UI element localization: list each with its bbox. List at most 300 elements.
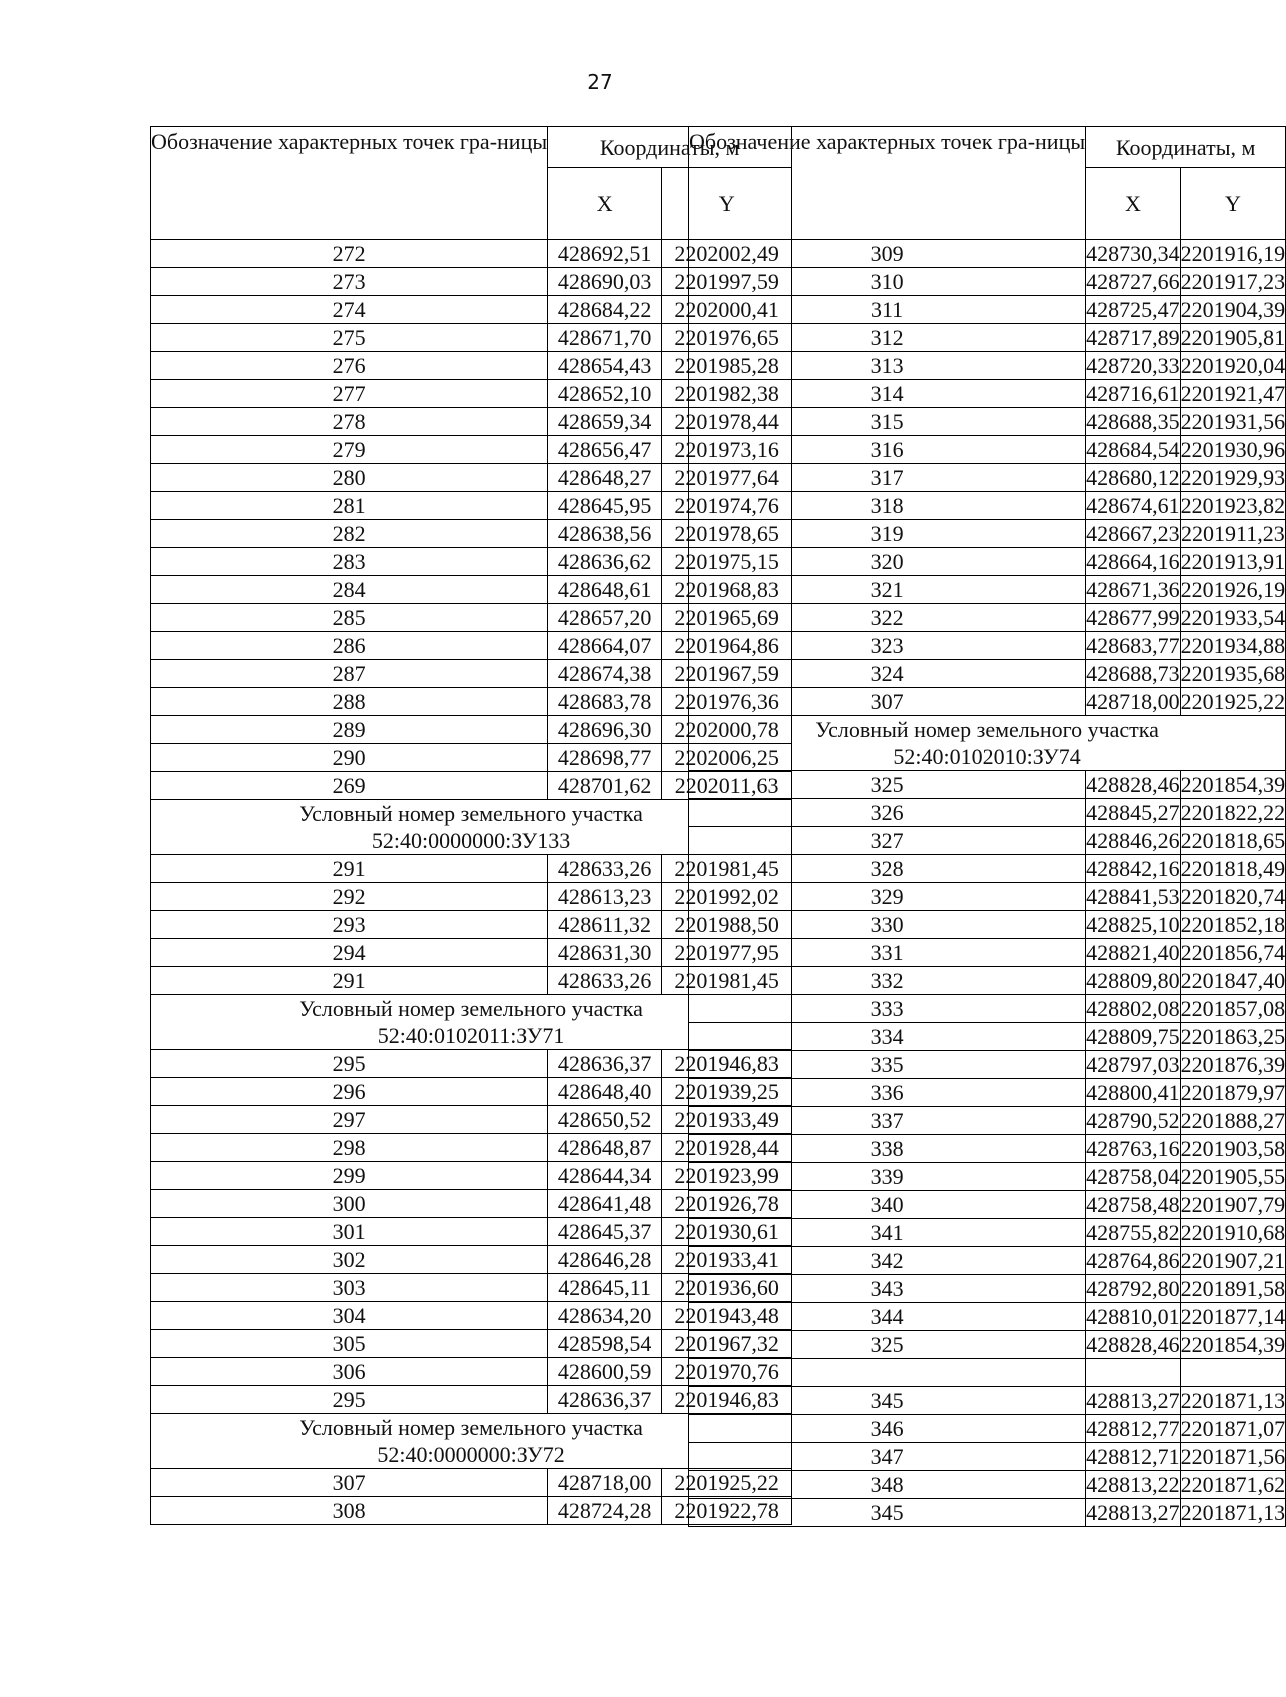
table-header (689, 127, 1286, 240)
x-coordinate-cell: 428725,47 (1086, 297, 1180, 322)
table-row (689, 1135, 1286, 1163)
point-number-cell: 310 (689, 268, 1086, 296)
point-number-cell: 307 (151, 1469, 548, 1497)
x-coordinate-cell: 428730,34 (1086, 241, 1180, 266)
x-coordinate-cell: 428633,26 (548, 855, 662, 883)
table-body (689, 240, 1286, 1527)
y-coordinate-cell: 2201871,13 (1180, 1500, 1286, 1525)
x-coordinate-cell: 428648,27 (548, 464, 662, 492)
point-number-cell: 313 (689, 352, 1086, 380)
x-coordinate-cell: 428758,48 (1086, 1192, 1180, 1217)
y-coordinate-cell: 2201964,86 (662, 632, 792, 660)
x-coordinate-cell: 428631,30 (548, 939, 662, 967)
point-number-cell: 289 (151, 716, 548, 744)
point-number-cell: 345 (689, 1499, 1086, 1527)
point-number-cell: 275 (151, 324, 548, 352)
point-number-cell: 302 (151, 1246, 548, 1274)
y-coordinate-cell: 2201904,39 (1180, 297, 1286, 322)
y-coordinate-cell: 2201863,25 (1180, 1024, 1286, 1049)
point-number-cell: 291 (151, 967, 548, 995)
y-coordinate-cell: 2201975,15 (662, 548, 792, 576)
x-coordinate-cell: 428846,26 (1086, 828, 1180, 853)
point-number-cell: 318 (689, 492, 1086, 520)
y-coordinate-cell: 2201939,25 (662, 1078, 792, 1106)
x-coordinate-cell: 428667,23 (1086, 521, 1180, 546)
point-number-cell: 291 (151, 855, 548, 883)
point-number-cell: 281 (151, 492, 548, 520)
y-coordinate-cell: 2201976,36 (662, 688, 792, 716)
y-coordinate-cell: 2201929,93 (1180, 465, 1286, 490)
x-coordinate-cell: 428648,40 (548, 1078, 662, 1106)
point-number-cell: 340 (689, 1191, 1086, 1219)
y-coordinate-cell: 2201879,97 (1180, 1080, 1286, 1105)
point-number-cell: 304 (151, 1302, 548, 1330)
x-coordinate-cell: 428720,33 (1086, 353, 1180, 378)
y-coordinate-cell: 2201923,82 (1180, 493, 1286, 518)
point-number-cell: 286 (151, 632, 548, 660)
y-coordinate-cell: 2201854,39 (1180, 1332, 1286, 1357)
y-coordinate-cell: 2201903,58 (1180, 1136, 1286, 1161)
y-coordinate-cell: 2201933,54 (1180, 605, 1286, 630)
x-coordinate-cell: 428842,16 (1086, 856, 1180, 881)
point-number-cell: 334 (689, 1023, 1086, 1051)
table-row (689, 632, 1286, 660)
x-coordinate-cell: 428809,80 (1086, 968, 1180, 993)
x-coordinate-cell: 428690,03 (548, 268, 662, 296)
point-number-cell: 341 (689, 1219, 1086, 1247)
y-coordinate-cell: 2202000,41 (662, 296, 792, 324)
x-coordinate-cell: 428657,20 (548, 604, 662, 632)
x-coordinate-cell: 428790,52 (1086, 1108, 1180, 1133)
y-coordinate-cell: 2201997,59 (662, 268, 792, 296)
y-coordinate-cell: 2201876,39 (1180, 1052, 1286, 1077)
y-coordinate-cell: 2201935,68 (1180, 661, 1286, 686)
x-coordinate-cell: 428634,20 (548, 1302, 662, 1330)
x-coordinate-cell: 428636,37 (548, 1386, 662, 1414)
point-number-cell: 307 (689, 688, 1086, 716)
x-coordinate-cell: 428664,07 (548, 632, 662, 660)
x-coordinate-cell: 428633,26 (548, 967, 662, 995)
x-coordinate-cell: 428656,47 (548, 436, 662, 464)
point-number-cell: 280 (151, 464, 548, 492)
y-coordinate-cell: 2201930,61 (662, 1218, 792, 1246)
designation-header: Обозначение характерных точек гра-ницы (689, 127, 1086, 240)
y-coordinate-cell: 2201917,23 (1180, 269, 1286, 294)
point-number-cell: 338 (689, 1135, 1086, 1163)
y-coordinate-cell: 2201981,45 (662, 855, 792, 883)
point-number-cell: 336 (689, 1079, 1086, 1107)
x-coordinate-cell: 428812,71 (1086, 1444, 1180, 1469)
y-coordinate-cell: 2201977,64 (662, 464, 792, 492)
y-coordinate-cell: 2201857,08 (1180, 996, 1286, 1021)
table-row (689, 1079, 1286, 1107)
x-coordinate-cell: 428688,73 (1086, 661, 1180, 686)
point-number-cell: 295 (151, 1050, 548, 1078)
x-coordinate-cell: 428613,23 (548, 883, 662, 911)
point-number-cell: 343 (689, 1275, 1086, 1303)
point-number-cell: 299 (151, 1162, 548, 1190)
x-coordinate-cell: 428812,77 (1086, 1416, 1180, 1441)
x-coordinate-cell: 428644,34 (548, 1162, 662, 1190)
y-coordinate-cell: 2201922,78 (662, 1497, 792, 1525)
x-coordinate-cell: 428645,95 (548, 492, 662, 520)
x-coordinate-cell: 428680,12 (1086, 465, 1180, 490)
table-row (689, 1359, 1286, 1387)
point-number-cell: 331 (689, 939, 1086, 967)
y-coordinate-cell: 2201936,60 (662, 1274, 792, 1302)
point-number-cell: 290 (151, 744, 548, 772)
y-coordinate-cell: 2201856,74 (1180, 940, 1286, 965)
point-number-cell: 346 (689, 1415, 1086, 1443)
y-coordinate-cell: 2201974,76 (662, 492, 792, 520)
designation-header: Обозначение характерных точек гра-ницы (151, 127, 548, 240)
parcel-heading-prefix: Условный номер земельного участка (299, 996, 643, 1021)
table-row (689, 604, 1286, 632)
y-coordinate-cell: 2201820,74 (1180, 884, 1286, 909)
coordinates-table-right (688, 126, 1286, 1527)
point-number-cell (689, 1359, 1086, 1387)
x-coordinate-cell: 428800,41 (1086, 1080, 1180, 1105)
y-coordinate-cell: 2201923,99 (662, 1162, 792, 1190)
point-number-cell: 276 (151, 352, 548, 380)
x-coordinate-cell: 428813,27 (1086, 1500, 1180, 1525)
point-number-cell: 323 (689, 632, 1086, 660)
x-coordinate-cell: 428797,03 (1086, 1052, 1180, 1077)
table-row (689, 268, 1286, 296)
y-coordinate-cell: 2201982,38 (662, 380, 792, 408)
parcel-heading-prefix: Условный номер земельного участка (299, 1415, 643, 1440)
table-row (689, 548, 1286, 576)
point-number-cell: 320 (689, 548, 1086, 576)
y-coordinate-cell: 2201871,07 (1180, 1416, 1286, 1441)
x-coordinate-cell: 428828,46 (1086, 1332, 1180, 1357)
x-coordinate-cell: 428764,86 (1086, 1248, 1180, 1273)
y-coordinate-cell: 2201973,16 (662, 436, 792, 464)
x-coordinate-cell: 428792,80 (1086, 1276, 1180, 1301)
x-coordinate-cell: 428683,77 (1086, 633, 1180, 658)
point-number-cell: 278 (151, 408, 548, 436)
point-number-cell: 285 (151, 604, 548, 632)
x-header: X (548, 168, 662, 240)
y-coordinate-cell: 2201933,41 (662, 1246, 792, 1274)
point-number-cell: 296 (151, 1078, 548, 1106)
point-number-cell: 303 (151, 1274, 548, 1302)
table-row (689, 827, 1286, 855)
x-coordinate-cell: 428600,59 (548, 1358, 662, 1386)
point-number-cell: 325 (689, 1331, 1086, 1359)
x-coordinate-cell: 428636,62 (548, 548, 662, 576)
point-number-cell: 295 (151, 1386, 548, 1414)
point-number-cell: 309 (689, 240, 1086, 268)
y-coordinate-cell: 2201852,18 (1180, 912, 1286, 937)
y-coordinate-cell: 2201925,22 (1180, 689, 1286, 714)
point-number-cell: 316 (689, 436, 1086, 464)
x-coordinate-cell: 428718,00 (1086, 689, 1180, 714)
x-coordinate-cell: 428755,82 (1086, 1220, 1180, 1245)
point-number-cell: 345 (689, 1387, 1086, 1415)
y-header: Y (1180, 168, 1286, 240)
y-coordinate-cell: 2201928,44 (662, 1134, 792, 1162)
table-row (689, 995, 1286, 1023)
point-number-cell: 328 (689, 855, 1086, 883)
point-number-cell: 300 (151, 1190, 548, 1218)
x-coordinate-cell: 428645,11 (548, 1274, 662, 1302)
x-coordinate-cell: 428698,77 (548, 744, 662, 772)
point-number-cell: 272 (151, 240, 548, 268)
page-number: 27 (587, 70, 613, 94)
x-coordinate-cell: 428684,22 (548, 296, 662, 324)
point-number-cell: 325 (689, 771, 1086, 799)
x-coordinate-cell: 428692,51 (548, 240, 662, 268)
x-coordinate-cell: 428845,27 (1086, 800, 1180, 825)
y-coordinate-cell: 2201985,28 (662, 352, 792, 380)
table-row (689, 911, 1286, 939)
point-number-cell: 344 (689, 1303, 1086, 1331)
x-coordinate-cell: 428841,53 (1086, 884, 1180, 909)
point-number-cell: 282 (151, 520, 548, 548)
parcel-heading-prefix: Условный номер земельного участка (299, 801, 643, 826)
point-number-cell: 301 (151, 1218, 548, 1246)
y-coordinate-cell: 2201967,59 (662, 660, 792, 688)
y-coordinate-cell: 2201934,88 (1180, 633, 1286, 658)
parcel-heading-row (689, 716, 1286, 771)
y-coordinate-cell: 2201905,55 (1180, 1164, 1286, 1189)
table-row (689, 1443, 1286, 1471)
point-number-cell: 308 (151, 1497, 548, 1525)
x-coordinate-cell: 428664,16 (1086, 549, 1180, 574)
point-number-cell: 332 (689, 967, 1086, 995)
table-row (689, 1107, 1286, 1135)
y-coordinate-cell: 2201907,79 (1180, 1192, 1286, 1217)
point-number-cell: 274 (151, 296, 548, 324)
table-row (689, 1275, 1286, 1303)
y-coordinate-cell: 2201847,40 (1180, 968, 1286, 993)
y-coordinate-cell: 2201888,27 (1180, 1108, 1286, 1133)
point-number-cell: 283 (151, 548, 548, 576)
point-number-cell: 288 (151, 688, 548, 716)
table-row (689, 1387, 1286, 1415)
y-coordinate-cell: 2201877,14 (1180, 1304, 1286, 1329)
x-coordinate-cell: 428696,30 (548, 716, 662, 744)
table-row (689, 380, 1286, 408)
point-number-cell: 319 (689, 520, 1086, 548)
y-coordinate-cell: 2201910,68 (1180, 1220, 1286, 1245)
point-number-cell: 292 (151, 883, 548, 911)
point-number-cell: 329 (689, 883, 1086, 911)
x-coordinate-cell: 428825,10 (1086, 912, 1180, 937)
x-coordinate-cell: 428638,56 (548, 520, 662, 548)
table-row (689, 1191, 1286, 1219)
point-number-cell: 317 (689, 464, 1086, 492)
table-row (689, 464, 1286, 492)
x-coordinate-cell: 428688,35 (1086, 409, 1180, 434)
point-number-cell: 327 (689, 827, 1086, 855)
x-coordinate-cell: 428645,37 (548, 1218, 662, 1246)
table-row (689, 1499, 1286, 1527)
y-coordinate-cell: 2201933,49 (662, 1106, 792, 1134)
table-row (689, 520, 1286, 548)
parcel-heading-prefix: Условный номер земельного участка (815, 717, 1159, 742)
x-coordinate-cell: 428716,61 (1086, 381, 1180, 406)
table-row (689, 799, 1286, 827)
y-coordinate-cell: 2201976,65 (662, 324, 792, 352)
point-number-cell: 312 (689, 324, 1086, 352)
table-row (689, 1331, 1286, 1359)
y-coordinate-cell: 2201920,04 (1180, 353, 1286, 378)
y-coordinate-cell: 2201970,76 (662, 1358, 792, 1386)
coordinates-header: Координаты, м (548, 127, 792, 168)
y-coordinate-cell: 2201943,48 (662, 1302, 792, 1330)
y-coordinate-cell: 2202002,49 (662, 240, 792, 268)
y-coordinate-cell: 2201965,69 (662, 604, 792, 632)
table-row (689, 1023, 1286, 1051)
point-number-cell: 315 (689, 408, 1086, 436)
point-number-cell: 348 (689, 1471, 1086, 1499)
x-coordinate-cell: 428701,62 (548, 772, 662, 800)
point-number-cell: 305 (151, 1330, 548, 1358)
y-coordinate-cell: 2201992,02 (662, 883, 792, 911)
point-number-cell: 294 (151, 939, 548, 967)
x-coordinate-cell: 428810,01 (1086, 1304, 1180, 1329)
point-number-cell: 335 (689, 1051, 1086, 1079)
x-coordinate-cell: 428802,08 (1086, 996, 1180, 1021)
table-row (689, 240, 1286, 268)
y-coordinate-cell: 2201907,21 (1180, 1248, 1286, 1273)
point-number-cell: 333 (689, 995, 1086, 1023)
x-coordinate-cell: 428821,40 (1086, 940, 1180, 965)
table-row (689, 771, 1286, 799)
x-coordinate-cell: 428648,61 (548, 576, 662, 604)
point-number-cell: 324 (689, 660, 1086, 688)
point-number-cell: 326 (689, 799, 1086, 827)
parcel-number: 52:40:0102010:ЗУ74 (893, 744, 1081, 769)
table-row (689, 352, 1286, 380)
y-coordinate-cell: 2201891,58 (1180, 1276, 1286, 1301)
y-coordinate-cell: 2201967,32 (662, 1330, 792, 1358)
table-row (689, 1415, 1286, 1443)
y-coordinate-cell: 2201913,91 (1180, 549, 1286, 574)
point-number-cell: 269 (151, 772, 548, 800)
y-coordinate-cell: 2201911,23 (1181, 521, 1285, 546)
y-header: Y (662, 168, 792, 240)
table-row (689, 1163, 1286, 1191)
point-number-cell: 284 (151, 576, 548, 604)
x-coordinate-cell: 428718,00 (548, 1469, 662, 1497)
table-row (689, 939, 1286, 967)
point-number-cell: 287 (151, 660, 548, 688)
y-coordinate-cell: 2201981,45 (662, 967, 792, 995)
x-coordinate-cell: 428717,89 (1086, 325, 1180, 350)
x-coordinate-cell: 428677,99 (1086, 605, 1180, 630)
y-coordinate-cell: 2201931,56 (1180, 409, 1286, 434)
table-row (689, 436, 1286, 464)
y-coordinate-cell: 2201946,83 (662, 1050, 792, 1078)
x-coordinate-cell: 428598,54 (548, 1330, 662, 1358)
point-number-cell: 322 (689, 604, 1086, 632)
table-row (689, 296, 1286, 324)
parcel-number: 52:40:0000000:ЗУ72 (377, 1442, 565, 1467)
point-number-cell: 347 (689, 1443, 1086, 1471)
table-row (689, 1303, 1286, 1331)
table-row (689, 1247, 1286, 1275)
y-coordinate-cell: 2201871,56 (1180, 1444, 1286, 1469)
point-number-cell: 314 (689, 380, 1086, 408)
y-coordinate-cell: 2201818,49 (1180, 856, 1286, 881)
y-coordinate-cell: 2202006,25 (662, 744, 792, 772)
table-row (689, 408, 1286, 436)
x-coordinate-cell: 428674,38 (548, 660, 662, 688)
y-coordinate-cell: 2202011,63 (662, 772, 792, 800)
y-coordinate-cell: 2201871,62 (1180, 1472, 1286, 1497)
table-row (689, 1051, 1286, 1079)
x-coordinate-cell: 428611,32 (548, 911, 662, 939)
y-coordinate-cell: 2201921,47 (1180, 381, 1286, 406)
point-number-cell: 277 (151, 380, 548, 408)
table-row (689, 660, 1286, 688)
y-coordinate-cell: 2201905,81 (1180, 325, 1286, 350)
x-coordinate-cell: 428813,22 (1086, 1472, 1180, 1497)
x-coordinate-cell: 428654,43 (548, 352, 662, 380)
x-coordinate-cell: 428671,36 (1086, 577, 1180, 602)
point-number-cell: 311 (689, 296, 1086, 324)
y-coordinate-cell: 2201988,50 (662, 911, 792, 939)
point-number-cell: 298 (151, 1134, 548, 1162)
x-coordinate-cell: 428813,27 (1086, 1388, 1180, 1413)
point-number-cell: 293 (151, 911, 548, 939)
parcel-heading (689, 716, 1286, 771)
y-coordinate-cell: 2201978,44 (662, 408, 792, 436)
coordinates-header: Координаты, м (1086, 127, 1286, 168)
y-coordinate-cell: 2201871,13 (1180, 1388, 1286, 1413)
x-coordinate-cell: 428684,54 (1086, 437, 1180, 462)
y-coordinate-cell: 2201930,96 (1180, 437, 1286, 462)
point-number-cell: 321 (689, 576, 1086, 604)
x-header: X (1086, 168, 1181, 240)
y-coordinate-cell: 2201822,22 (1180, 800, 1286, 825)
table-row (689, 688, 1286, 716)
x-coordinate-cell: 428727,66 (1086, 269, 1180, 294)
x-coordinate-cell: 428683,78 (548, 688, 662, 716)
y-coordinate-cell: 2201818,65 (1180, 828, 1286, 853)
x-coordinate-cell: 428648,87 (548, 1134, 662, 1162)
x-coordinate-cell: 428650,52 (548, 1106, 662, 1134)
table-row (689, 1471, 1286, 1499)
table-row (689, 576, 1286, 604)
point-number-cell: 273 (151, 268, 548, 296)
y-coordinate-cell: 2201916,19 (1180, 241, 1286, 266)
x-coordinate-cell: 428809,75 (1086, 1024, 1180, 1049)
point-number-cell: 339 (689, 1163, 1086, 1191)
y-coordinate-cell: 2201977,95 (662, 939, 792, 967)
point-number-cell: 279 (151, 436, 548, 464)
y-coordinate-cell: 2201968,83 (662, 576, 792, 604)
table-row (689, 967, 1286, 995)
y-coordinate-cell: 2201926,19 (1180, 577, 1286, 602)
table-row (689, 883, 1286, 911)
x-coordinate-cell: 428758,04 (1086, 1164, 1180, 1189)
x-coordinate-cell: 428671,70 (548, 324, 662, 352)
y-coordinate-cell (1180, 1359, 1286, 1387)
x-coordinate-cell: 428652,10 (548, 380, 662, 408)
y-coordinate-cell: 2202000,78 (662, 716, 792, 744)
point-number-cell: 306 (151, 1358, 548, 1386)
x-coordinate-cell: 428828,46 (1086, 772, 1180, 797)
x-coordinate-cell: 428674,61 (1086, 493, 1180, 518)
y-coordinate-cell: 2201978,65 (662, 520, 792, 548)
x-coordinate-cell (1086, 1359, 1181, 1387)
y-coordinate-cell: 2201926,78 (662, 1190, 792, 1218)
x-coordinate-cell: 428763,16 (1086, 1136, 1180, 1161)
